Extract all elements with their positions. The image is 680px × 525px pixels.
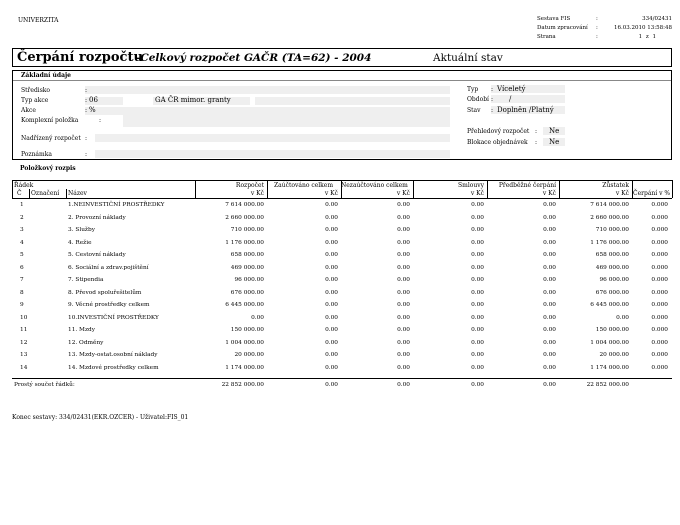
report-state: Aktuální stav [433,52,503,64]
row-name: 5. Cestovní náklady [68,252,126,258]
table-header-rule [12,198,672,199]
field-bg [255,97,450,105]
row-zustatek: 2 660 000.00 [590,214,629,221]
row-name: 12. Odměny [68,339,104,346]
row-name: 13. Mzdy-ostat.osobní náklady [68,352,158,358]
label-poznamka: Poznámka [21,151,52,158]
col-divider [487,180,488,198]
table-row [12,288,672,301]
row-zauctovano: 0.00 [325,227,338,233]
row-zauctovano: 0.00 [325,252,338,258]
total-row [12,380,672,393]
value-typ-akce: 06 [89,96,98,104]
row-number: 1 [20,202,24,208]
meta-value: 1 z 1 [638,34,656,40]
row-zustatek: 1 176 000.00 [590,239,629,246]
table-row [12,213,672,226]
row-zauctovano: 0.00 [325,239,338,246]
row-number: 6 [20,264,24,271]
table-row [12,200,672,213]
total-smlouvy: 0.00 [471,382,484,388]
row-cerpani: 0.000 [651,277,668,283]
total-rule [12,378,672,379]
row-zauctovano: 0.00 [325,327,338,333]
value-obdobi: / [509,95,512,103]
row-smlouvy: 0.00 [471,352,484,358]
row-number: 10 [20,314,28,321]
table-row [12,263,672,276]
section-title: Základní údaje [21,72,71,79]
row-cerpani: 0.000 [651,227,668,233]
col-divider [413,180,414,198]
basic-info-box [12,70,672,160]
row-zauctovano: 0.00 [325,352,338,358]
row-zauctovano: 0.00 [325,264,338,271]
sep: : [85,87,88,94]
label-stredisko: Středisko [21,87,51,94]
row-name: 7. Stipendia [68,277,104,283]
table-row [12,275,672,288]
total-rozpocet: 22 852 000.00 [221,382,264,388]
sep: : [85,97,88,104]
report-footer: Konec sestavy: 334/02431(EKR.OZCER) - Uživatel:FIS_01 [12,414,189,421]
meta-sep: : [596,34,598,40]
row-nezauctovano: 0.00 [397,327,410,333]
row-zauctovano: 0.00 [325,202,338,208]
label-nadrizeny-rozpocet: Nadřízený rozpočet [21,135,81,142]
table-top-rule [12,180,672,181]
sep: : [85,135,88,142]
row-zustatek: 150 000.00 [595,327,629,333]
sep: : [491,96,494,103]
field-bg [123,107,450,127]
row-zustatek: 1 004 000.00 [590,339,629,346]
row-smlouvy: 0.00 [471,202,484,208]
col-divider [672,180,673,198]
row-zustatek: 20 000.00 [599,352,629,358]
row-number: 2 [20,214,24,221]
row-predbezne: 0.00 [543,214,556,221]
row-cerpani: 0.000 [651,364,668,371]
row-number: 14 [20,364,28,371]
header-unit: v Kč [470,190,484,197]
header-oznaceni: Označení [31,190,60,197]
divider [13,80,671,81]
row-smlouvy: 0.00 [471,214,484,221]
row-name: 10.INVESTIČNÍ PROSTŘEDKY [68,314,159,321]
row-predbezne: 0.00 [543,227,556,233]
row-zauctovano: 0.00 [325,277,338,283]
label-prehledovy-rozpocet: Přehledový rozpočet [467,128,530,135]
row-predbezne: 0.00 [543,314,556,321]
row-zustatek: 676 000.00 [595,289,629,296]
row-number: 12 [20,339,28,346]
title-box [12,48,672,67]
header-smlouvy: Smlouvy [458,182,484,189]
field-bg [95,134,450,142]
value-typ-akce-desc: GA ČR mimor. granty [155,96,231,104]
row-smlouvy: 0.00 [471,227,484,233]
row-name: 1.NEINVESTIČNÍ PROSTŘEDKY [68,202,165,208]
table-row [12,313,672,326]
row-zustatek: 0.00 [616,314,629,321]
report-subtitle: -Celkový rozpočet GAČR (TA=62) - 2004 [136,52,372,64]
row-predbezne: 0.00 [543,202,556,208]
row-cerpani: 0.000 [651,314,668,321]
row-zauctovano: 0.00 [325,214,338,221]
items-section-title: Položkový rozpis [20,165,76,172]
row-predbezne: 0.00 [543,339,556,346]
row-predbezne: 0.00 [543,364,556,371]
label-obdobi: Období [467,96,489,103]
sep: : [99,117,102,124]
value-blokace-objednavek: Ne [549,138,560,146]
label-blokace-objednavek: Blokace objednávek [467,139,528,146]
row-zauctovano: 0.00 [325,339,338,346]
row-nezauctovano: 0.00 [397,314,410,321]
row-cerpani: 0.000 [651,202,668,208]
sep: : [491,107,494,114]
row-nezauctovano: 0.00 [397,264,410,271]
table-row [12,250,672,263]
row-number: 3 [20,227,24,233]
row-cerpani: 0.000 [651,352,668,358]
row-name: 2. Provozní náklady [68,214,126,221]
row-zustatek: 96 000.00 [599,277,629,283]
row-zustatek: 710 000.00 [595,227,629,233]
row-predbezne: 0.00 [543,264,556,271]
table-row [12,338,672,351]
row-zauctovano: 0.00 [325,364,338,371]
row-cerpani: 0.000 [651,239,668,246]
label-komplexni-polozka: Komplexní položka [21,117,79,124]
header-zauctovano: Zaúčtováno celkem [274,182,334,189]
label-akce: Akce [21,107,36,114]
row-smlouvy: 0.00 [471,239,484,246]
row-smlouvy: 0.00 [471,339,484,346]
row-smlouvy: 0.00 [471,289,484,296]
row-name: 8. Převod spoluřešitelům [68,289,142,296]
meta-label: Strana [537,34,556,40]
row-number: 5 [20,252,24,258]
header-rozpocet: Rozpočet [235,182,264,189]
header-c: Č [17,190,22,197]
header-unit: v Kč [324,190,338,197]
header-nezauctovano: Nezaúčtováno celkem [341,182,408,189]
row-name: 9. Věcné prostředky celkem [68,302,150,308]
row-cerpani: 0.000 [651,214,668,221]
col-divider [267,180,268,198]
row-rozpocet: 469 000.00 [230,264,264,271]
row-rozpocet: 2 660 000.00 [225,214,264,221]
row-smlouvy: 0.00 [471,252,484,258]
meta-sep: : [596,16,598,22]
row-nezauctovano: 0.00 [397,339,410,346]
total-nezauctovano: 0.00 [397,382,410,388]
row-name: 6. Sociální a zdrav.pojištění [68,264,149,271]
total-zauctovano: 0.00 [325,382,338,388]
value-prehledovy-rozpocet: Ne [549,127,560,135]
row-rozpocet: 710 000.00 [230,227,264,233]
row-zustatek: 1 174 000.00 [590,364,629,371]
row-smlouvy: 0.00 [471,314,484,321]
header-unit: v Kč [250,190,264,197]
row-nezauctovano: 0.00 [397,364,410,371]
sep: : [535,128,538,135]
label-typ: Typ [467,86,479,93]
label-stav: Stav [467,107,481,114]
table-row [12,225,672,238]
header-unit: v Kč [542,190,556,197]
row-predbezne: 0.00 [543,302,556,308]
row-number: 9 [20,302,24,308]
sep: : [85,107,88,114]
meta-sep: : [596,25,598,31]
row-cerpani: 0.000 [651,302,668,308]
row-nezauctovano: 0.00 [397,202,410,208]
row-predbezne: 0.00 [543,277,556,283]
row-name: 14. Mzdové prostředky celkem [68,364,159,371]
row-rozpocet: 150 000.00 [230,327,264,333]
field-bg [95,150,450,158]
header-predbezne: Předběžné čerpání [498,182,556,189]
row-nezauctovano: 0.00 [397,277,410,283]
row-number: 8 [20,289,24,296]
row-number: 11 [20,327,28,333]
row-number: 13 [20,352,28,358]
row-name: 4. Režie [68,239,92,246]
row-nezauctovano: 0.00 [397,289,410,296]
table-row [12,363,672,376]
row-rozpocet: 1 176 000.00 [225,239,264,246]
meta-value: 334/02431 [642,16,672,22]
col-divider [12,180,13,198]
row-rozpocet: 676 000.00 [230,289,264,296]
row-rozpocet: 96 000.00 [234,277,264,283]
table-row [12,238,672,251]
row-smlouvy: 0.00 [471,327,484,333]
header-radek: Řádek [14,182,34,189]
col-divider [29,189,30,198]
row-nezauctovano: 0.00 [397,252,410,258]
row-name: 3. Služby [68,227,95,233]
header-unit: v Kč [396,190,410,197]
row-zauctovano: 0.00 [325,302,338,308]
row-zauctovano: 0.00 [325,289,338,296]
table-row [12,350,672,363]
report-title: Čerpání rozpočtu [17,50,143,65]
row-nezauctovano: 0.00 [397,352,410,358]
row-name: 11. Mzdy [68,327,96,333]
table-row [12,300,672,313]
value-akce: % [89,106,96,114]
row-predbezne: 0.00 [543,327,556,333]
col-divider [66,189,67,198]
row-rozpocet: 6 445 000.00 [225,302,264,308]
row-predbezne: 0.00 [543,252,556,258]
meta-value: 16.03.2010 13:58:48 [614,25,672,31]
sep: : [491,86,494,93]
header-zustatek: Zůstatek [602,182,629,189]
row-rozpocet: 0.00 [251,314,264,321]
row-smlouvy: 0.00 [471,264,484,271]
row-predbezne: 0.00 [543,352,556,358]
row-smlouvy: 0.00 [471,302,484,308]
row-cerpani: 0.000 [651,264,668,271]
row-rozpocet: 1 174 000.00 [225,364,264,371]
row-nezauctovano: 0.00 [397,214,410,221]
value-typ: Víceletý [497,85,526,93]
col-divider [559,180,560,198]
total-label: Prostý součet řádků: [14,382,75,388]
sep: : [85,151,88,158]
row-zustatek: 658 000.00 [595,252,629,258]
header-unit: v Kč [615,190,629,197]
header-nazev: Název [68,190,87,197]
field-bg [123,86,450,94]
row-rozpocet: 658 000.00 [230,252,264,258]
row-cerpani: 0.000 [651,327,668,333]
table-row [12,325,672,338]
row-cerpani: 0.000 [651,289,668,296]
row-smlouvy: 0.00 [471,364,484,371]
row-cerpani: 0.000 [651,252,668,258]
org-name: UNIVERZITA [18,17,59,24]
sep: : [535,139,538,146]
row-rozpocet: 1 004 000.00 [225,339,264,346]
total-predbezne: 0.00 [543,382,556,388]
row-cerpani: 0.000 [651,339,668,346]
field-bg [491,95,565,103]
meta-label: Sestava FIS [537,16,571,22]
total-zustatek: 22 852 000.00 [586,382,629,388]
row-rozpocet: 20 000.00 [234,352,264,358]
row-zustatek: 7 614 000.00 [590,202,629,208]
row-number: 7 [20,277,24,283]
row-nezauctovano: 0.00 [397,302,410,308]
row-zustatek: 6 445 000.00 [590,302,629,308]
row-predbezne: 0.00 [543,239,556,246]
field-bg [85,86,123,94]
col-divider [195,180,196,198]
label-typ-akce: Typ akce [21,97,49,104]
meta-label: Datum zpracování [537,25,588,31]
row-zauctovano: 0.00 [325,314,338,321]
header-cerpani: Čerpání v % [633,190,671,197]
row-rozpocet: 7 614 000.00 [225,202,264,208]
row-nezauctovano: 0.00 [397,227,410,233]
row-number: 4 [20,239,24,246]
row-predbezne: 0.00 [543,289,556,296]
value-stav: Doplněn /Platný [497,106,554,114]
row-nezauctovano: 0.00 [397,239,410,246]
row-smlouvy: 0.00 [471,277,484,283]
row-zustatek: 469 000.00 [595,264,629,271]
